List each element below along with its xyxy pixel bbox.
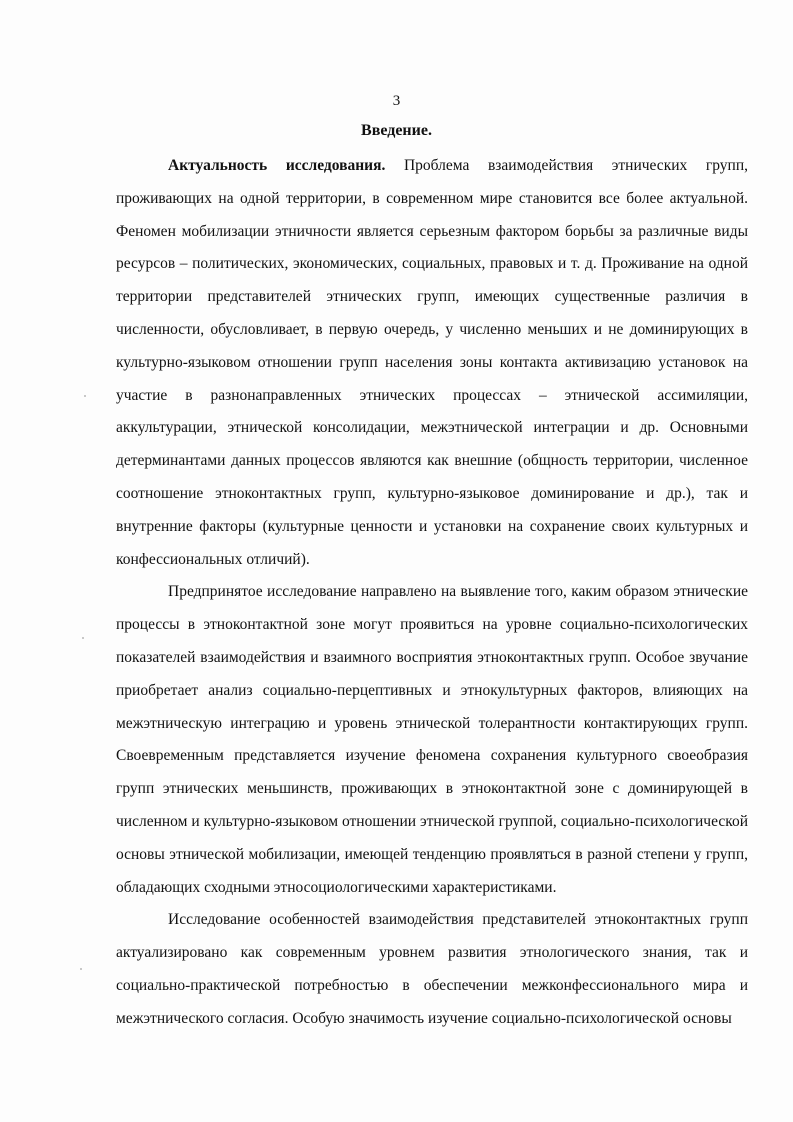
paragraph-text: Исследование особенностей взаимодействия представителей этноконтактных групп актуализировано как современным уровнем развития этнологического знания, так и социально-практической потребностью в обеспечении межконфессионального мира и межэтнического согласия. Особую значимость изучение социально-психологической основы [116,911,748,1027]
paragraph-relevance [116,150,748,576]
scan-speck [82,637,84,639]
paragraph-text: Проблема взаимодействия этнических групп, проживающих на одной территории, в современном мире становится все более актуальной. Феномен мобилизации этничности является серьезным фактором борьбы за различные виды ресурсов – политических, экономических, социальных, правовых и т. д. Проживание на одной территории представителей этнических групп, имеющих существенные различия в численности, обусловливает, в первую очередь, у численно меньших и не доминирующих в культурно-языковом отношении групп населения зоны контакта активизацию установок на участие в разнонаправленных этнических процессах – этнической ассимиляции, аккультурации, этнической консолидации, межэтнической интеграции и др. Основными детерминантами данных процессов являются как внешние (общность территории, численное соотношение этноконтактных групп, культурно-языковое доминирование и др.), так и внутренние факторы (культурные ценности и установки на сохранение своих культурных и конфессиональных отличий). [116,157,748,568]
page-number: 3 [392,93,401,109]
paragraph-research-aim [116,576,748,904]
body-text [116,150,748,1036]
paragraph-lead: Актуальность исследования. [168,157,386,174]
paragraph-text: Предпринятое исследование направлено на выявление того, каким образом этнические процессы в этноконтактной зоне могут проявиться на уровне социально-психологических показателей взаимодействия и взаимного восприятия этноконтактных групп. Особое звучание приобретает анализ социально-перцептивных и этнокультурных факторов, влияющих на межэтническую интеграцию и уровень этнической толерантности контактирующих групп. Своевременным представляется изучение феномена сохранения культурного своеобразия групп этнических меньшинств, проживающих в этноконтактной зоне с доминирующей в численном и культурно-языковом отношении этнической группой, социально-психологической основы этнической мобилизации, имеющей тенденцию проявляться в разной степени у групп, обладающих сходными этносоциологическими характеристиками. [116,583,748,896]
section-title: Введение. [361,122,432,139]
scan-speck [80,968,82,970]
paragraph-significance [116,904,748,1035]
scan-speck [84,395,86,397]
